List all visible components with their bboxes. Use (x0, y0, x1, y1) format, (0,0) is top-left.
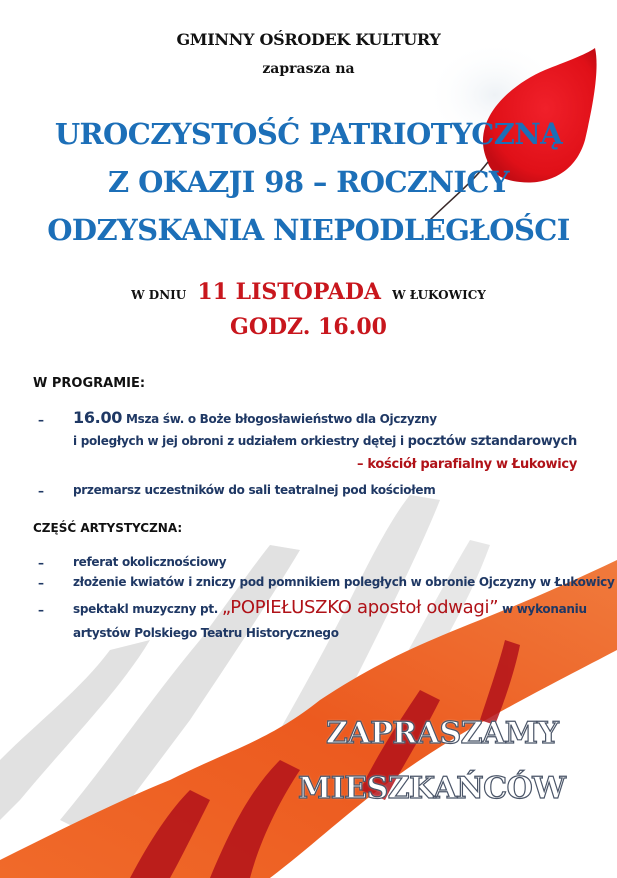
artistic-item-flowers: złożenie kwiatów i zniczy pod pomnikiem poległych w obronie Ojczyzny w Łukowicy (73, 575, 615, 589)
mass-time: 16.00 (73, 408, 123, 427)
bullet-dash: – (38, 603, 44, 617)
event-place: W ŁUKOWICY (392, 288, 486, 302)
program-item-mass-line-1 (73, 408, 437, 427)
invites-text: zaprasza na (262, 61, 355, 77)
artistic-item-speech: referat okolicznościowy (73, 555, 227, 569)
artistic-item-spectacle-line-2: artystów Polskiego Teatru Historycznego (73, 626, 339, 640)
event-hour: GODZ. 16.00 (230, 314, 387, 340)
event-title-line-1: UROCZYSTOŚĆ PATRIOTYCZNĄ (54, 117, 563, 151)
program-item-mass-line-2 (73, 434, 577, 449)
artistic-heading: CZĘŚĆ ARTYSTYCZNA: (33, 521, 183, 535)
date-prefix: W DNIU (131, 288, 187, 302)
bullet-dash: – (38, 576, 44, 590)
program-item-march: przemarsz uczestników do sali teatralnej pod kościołem (73, 483, 436, 497)
event-title-line-3: ODZYSKANIA NIEPODLEGŁOŚCI (47, 213, 570, 247)
bullet-dash: – (38, 413, 44, 427)
mass-location: – kościół parafialny w Łukowicy (356, 457, 577, 472)
closing-line-1: ZAPRASZAMY (326, 716, 559, 751)
mass-participants: i poległych w jej obroni z udziałem orkiestry dętej i (73, 434, 408, 448)
event-date: 11 LISTOPADA (197, 279, 381, 305)
bullet-dash: – (38, 556, 44, 570)
spectacle-title: „POPIEŁUSZKO apostoł odwagi” (221, 597, 499, 618)
artistic-item-spectacle (73, 597, 587, 618)
organizer-name: GMINNY OŚRODEK KULTURY (176, 30, 441, 49)
bullet-dash: – (38, 484, 44, 498)
date-line (0, 279, 617, 305)
closing-line-2: MIESZKAŃCÓW (298, 771, 566, 806)
spectacle-prefix: spektakl muzyczny pt. (73, 602, 222, 616)
mass-description: Msza św. o Boże błogosławieństwo dla Ojczyzny (122, 412, 437, 426)
event-title-line-2: Z OKAZJI 98 – ROCZNICY (108, 165, 509, 199)
flag-bearers: pocztów sztandarowych (407, 434, 577, 449)
spectacle-suffix: w wykonaniu (498, 602, 587, 616)
program-heading: W PROGRAMIE: (33, 376, 146, 391)
